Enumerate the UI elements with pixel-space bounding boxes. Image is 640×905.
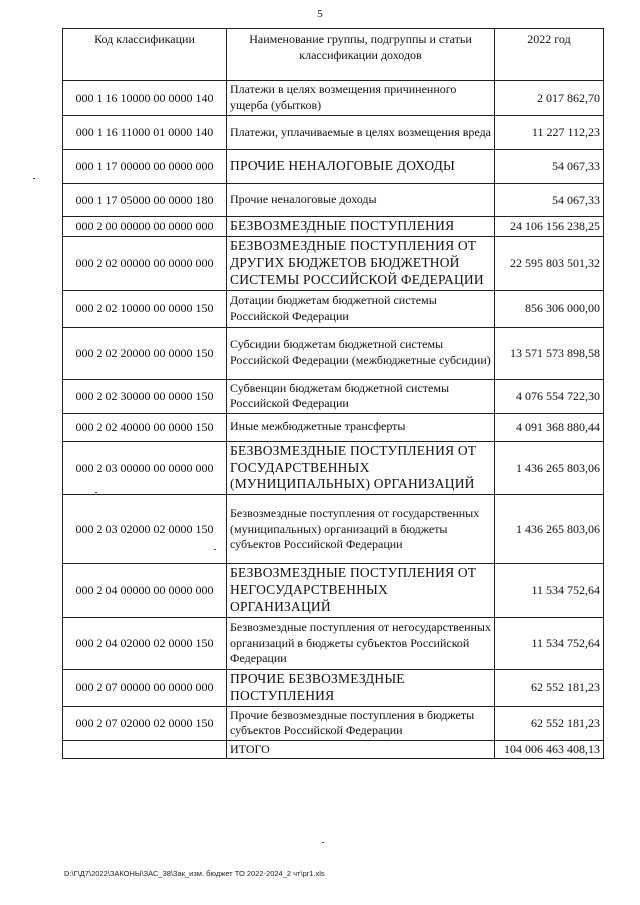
table-row <box>63 327 604 379</box>
total-amount: 104 006 463 408,13 <box>495 740 604 759</box>
amount-2022: 4 091 368 880,44 <box>495 413 604 441</box>
scan-speck <box>95 492 97 493</box>
classification-code: 000 2 03 00000 00 0000 000 <box>63 441 227 495</box>
table-row <box>63 217 604 237</box>
revenue-name: Иные межбюджетные трансферты <box>227 413 495 441</box>
scan-speck <box>214 549 216 550</box>
table-header-row <box>63 29 604 81</box>
header-year: 2022 год <box>495 29 604 81</box>
table-row <box>63 564 604 618</box>
classification-code: 000 2 02 00000 00 0000 000 <box>63 236 227 290</box>
classification-code: 000 2 02 30000 00 0000 150 <box>63 379 227 413</box>
table-row <box>63 236 604 290</box>
page-number: 5 <box>317 8 323 20</box>
header-code: Код классификации <box>63 29 227 81</box>
table-row <box>63 379 604 413</box>
revenue-name: БЕЗВОЗМЕЗДНЫЕ ПОСТУПЛЕНИЯ ОТ ГОСУДАРСТВЕННЫХ (МУНИЦИПАЛЬНЫХ) ОРГАНИЗАЦИЙ <box>227 441 495 495</box>
table-row <box>63 669 604 706</box>
table-row <box>63 116 604 150</box>
revenue-name: Безвозмездные поступления от негосударственных организаций в бюджеты субъектов Российской Федерации <box>227 617 495 669</box>
classification-code: 000 2 02 10000 00 0000 150 <box>63 290 227 327</box>
table-row <box>63 413 604 441</box>
classification-code: 000 1 16 10000 00 0000 140 <box>63 81 227 116</box>
classification-code: 000 2 07 02000 02 0000 150 <box>63 706 227 740</box>
table-row <box>63 184 604 217</box>
table-row <box>63 81 604 116</box>
classification-code: 000 1 17 00000 00 0000 000 <box>63 150 227 184</box>
amount-2022: 856 306 000,00 <box>495 290 604 327</box>
amount-2022: 54 067,33 <box>495 150 604 184</box>
classification-code: 000 1 17 05000 00 0000 180 <box>63 184 227 217</box>
revenue-name: Субсидии бюджетам бюджетной системы Российской Федерации (межбюджетные субсидии) <box>227 327 495 379</box>
amount-2022: 1 436 265 803,06 <box>495 441 604 495</box>
classification-code: 000 2 00 00000 00 0000 000 <box>63 217 227 237</box>
table-row <box>63 495 604 564</box>
revenue-name: Платежи в целях возмещения причиненного ущерба (убытков) <box>227 81 495 116</box>
revenue-name: БЕЗВОЗМЕЗДНЫЕ ПОСТУПЛЕНИЯ <box>227 217 495 237</box>
table-row <box>63 706 604 740</box>
revenue-name: ПРОЧИЕ БЕЗВОЗМЕЗДНЫЕ ПОСТУПЛЕНИЯ <box>227 669 495 706</box>
amount-2022: 11 534 752,64 <box>495 617 604 669</box>
file-path-footer: D:\Г\Д7\2022\ЗАКОНЫ\ЗАС_38\Зак_изм. бюджет ТО 2022-2024_2 чт\pr1.xls <box>64 869 325 878</box>
revenue-name: Безвозмездные поступления от государственных (муниципальных) организаций в бюджеты субъектов Российской Федерации <box>227 495 495 564</box>
classification-code: 000 2 04 00000 00 0000 000 <box>63 564 227 618</box>
amount-2022: 1 436 265 803,06 <box>495 495 604 564</box>
amount-2022: 2 017 862,70 <box>495 81 604 116</box>
revenue-name: Прочие безвозмездные поступления в бюджеты субъектов Российской Федерации <box>227 706 495 740</box>
header-name: Наименование группы, подгруппы и статьи классификации доходов <box>227 29 495 81</box>
total-code <box>63 740 227 759</box>
amount-2022: 24 106 156 238,25 <box>495 217 604 237</box>
classification-code: 000 2 03 02000 02 0000 150 <box>63 495 227 564</box>
amount-2022: 11 227 112,23 <box>495 116 604 150</box>
revenue-name: Платежи, уплачиваемые в целях возмещения вреда <box>227 116 495 150</box>
amount-2022: 13 571 573 898,58 <box>495 327 604 379</box>
table-row <box>63 150 604 184</box>
revenue-name: БЕЗВОЗМЕЗДНЫЕ ПОСТУПЛЕНИЯ ОТ НЕГОСУДАРСТВЕННЫХ ОРГАНИЗАЦИЙ <box>227 564 495 618</box>
classification-code: 000 2 04 02000 02 0000 150 <box>63 617 227 669</box>
revenue-name: ПРОЧИЕ НЕНАЛОГОВЫЕ ДОХОДЫ <box>227 150 495 184</box>
table-row <box>63 617 604 669</box>
revenue-name: Субвенции бюджетам бюджетной системы Российской Федерации <box>227 379 495 413</box>
amount-2022: 4 076 554 722,30 <box>495 379 604 413</box>
table-row <box>63 290 604 327</box>
revenue-name: Дотации бюджетам бюджетной системы Российской Федерации <box>227 290 495 327</box>
scan-speck <box>33 178 35 179</box>
revenue-name: БЕЗВОЗМЕЗДНЫЕ ПОСТУПЛЕНИЯ ОТ ДРУГИХ БЮДЖЕТОВ БЮДЖЕТНОЙ СИСТЕМЫ РОССИЙСКОЙ ФЕДЕРАЦИИ <box>227 236 495 290</box>
scan-speck <box>322 842 324 843</box>
amount-2022: 22 595 803 501,32 <box>495 236 604 290</box>
classification-code: 000 2 07 00000 00 0000 000 <box>63 669 227 706</box>
classification-code: 000 2 02 40000 00 0000 150 <box>63 413 227 441</box>
amount-2022: 11 534 752,64 <box>495 564 604 618</box>
amount-2022: 62 552 181,23 <box>495 669 604 706</box>
total-row <box>63 740 604 759</box>
revenue-table <box>62 28 604 759</box>
classification-code: 000 2 02 20000 00 0000 150 <box>63 327 227 379</box>
classification-code: 000 1 16 11000 01 0000 140 <box>63 116 227 150</box>
total-label: ИТОГО <box>227 740 495 759</box>
revenue-name: Прочие неналоговые доходы <box>227 184 495 217</box>
table-row <box>63 441 604 495</box>
amount-2022: 62 552 181,23 <box>495 706 604 740</box>
amount-2022: 54 067,33 <box>495 184 604 217</box>
